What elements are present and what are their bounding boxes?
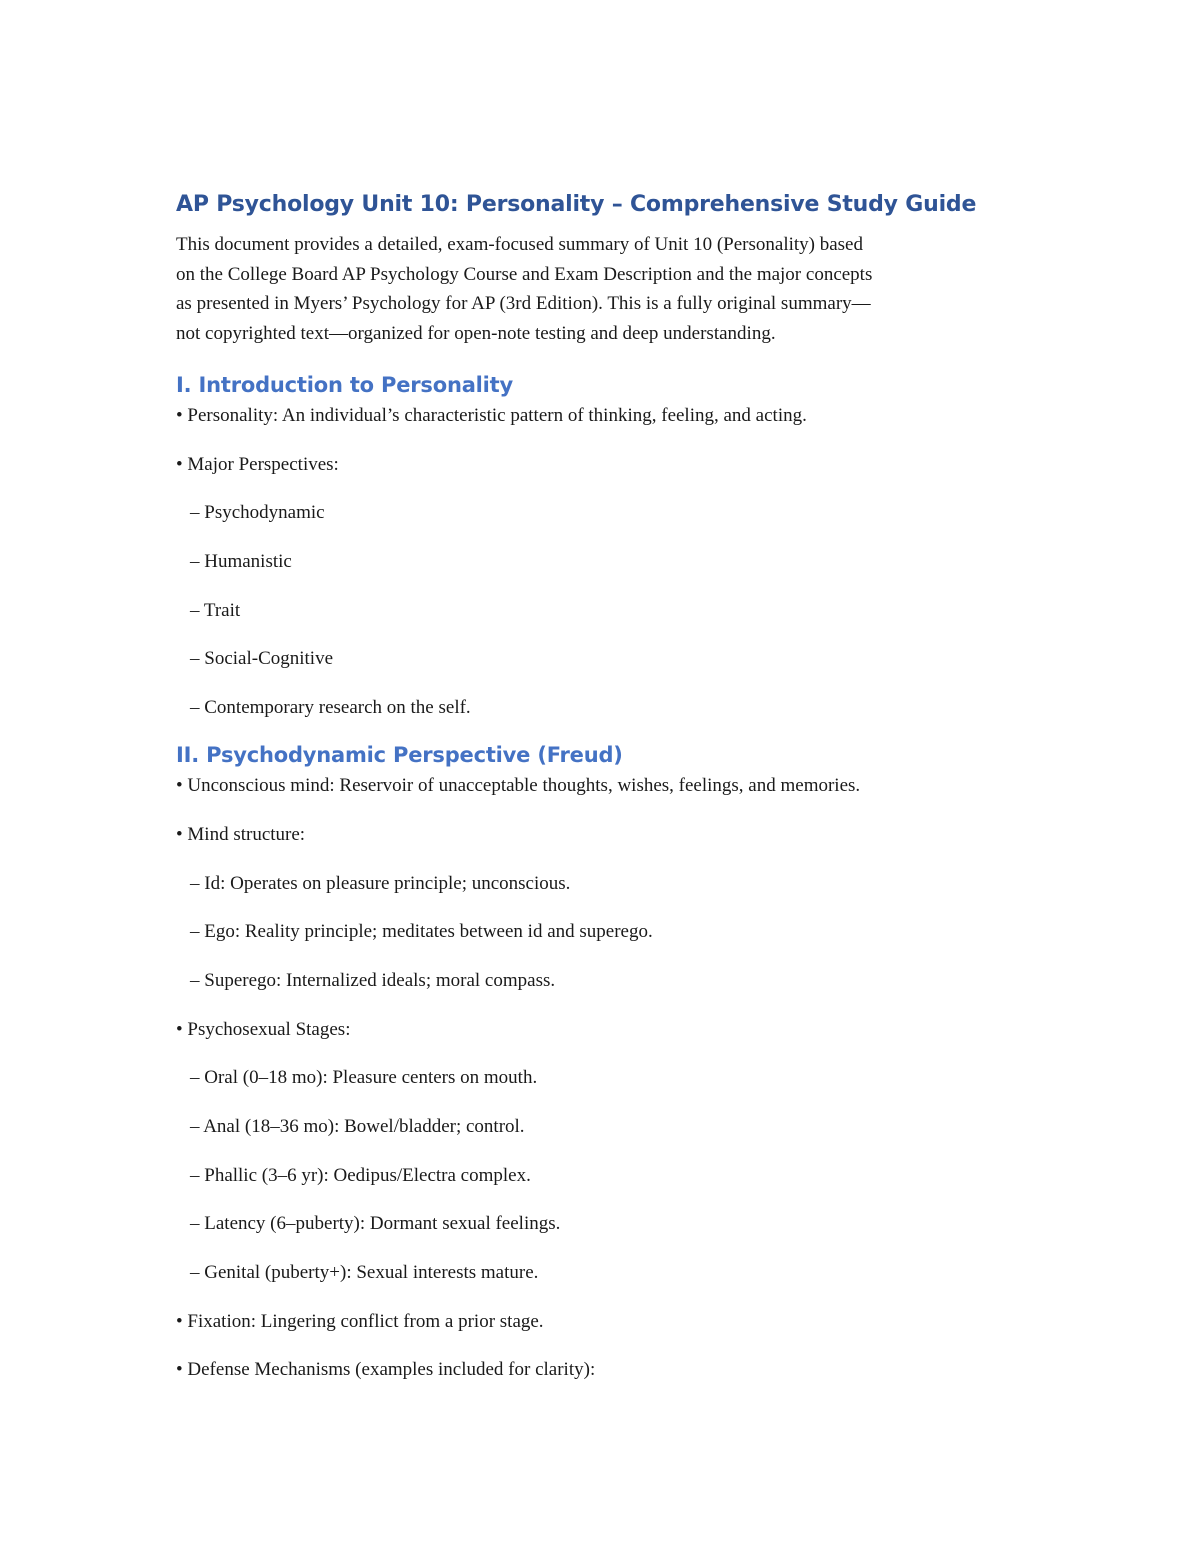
list-item-sub: – Trait — [190, 599, 241, 621]
list-item-sub: – Ego: Reality principle; meditates between id and superego. — [190, 921, 653, 943]
list-item-bullet: • Psychosexual Stages: — [176, 1018, 351, 1040]
list-item-sub: – Superego: Internalized ideals; moral compass. — [190, 969, 556, 991]
list-item-sub: – Phallic (3–6 yr): Oedipus/Electra complex. — [190, 1164, 531, 1186]
intro-line: on the College Board AP Psychology Course and Exam Description and the major concepts — [176, 263, 873, 285]
section-heading-psychodynamic: II. Psychodynamic Perspective (Freud) — [176, 743, 623, 768]
intro-line: not copyrighted text—organized for open-note testing and deep understanding. — [176, 322, 776, 344]
document-content — [176, 190, 1036, 1407]
list-item-bullet: • Unconscious mind: Reservoir of unacceptable thoughts, wishes, feelings, and memories. — [176, 775, 861, 797]
list-item-sub: – Psychodynamic — [190, 502, 325, 524]
list-item-sub: – Genital (puberty+): Sexual interests mature. — [190, 1262, 539, 1283]
list-item-bullet: • Personality: An individual’s characteristic pattern of thinking, feeling, and acting. — [176, 405, 807, 426]
list-item-sub: – Humanistic — [190, 551, 292, 573]
intro-paragraph — [176, 230, 1006, 348]
list-item-sub: – Contemporary research on the self. — [190, 697, 471, 719]
document-title: AP Psychology Unit 10: Personality – Comprehensive Study Guide — [176, 192, 977, 217]
list-item-bullet: • Mind structure: — [176, 823, 306, 845]
list-item-bullet: • Major Perspectives: — [176, 453, 339, 475]
list-item-sub: – Id: Operates on pleasure principle; unconscious. — [190, 872, 571, 894]
list-item-sub: – Social-Cognitive — [190, 648, 334, 670]
intro-line: as presented in Myers’ Psychology for AP (3rd Edition). This is a fully original summary— — [176, 293, 871, 314]
section-heading-introduction: I. Introduction to Personality — [176, 373, 513, 397]
list-item-sub: – Anal (18–36 mo): Bowel/bladder; control. — [190, 1115, 525, 1137]
list-item-sub: – Latency (6–puberty): Dormant sexual feelings. — [190, 1213, 561, 1235]
list-item-bullet: • Defense Mechanisms (examples included for clarity): — [176, 1359, 596, 1381]
list-item-sub: – Oral (0–18 mo): Pleasure centers on mouth. — [190, 1067, 538, 1089]
list-item-bullet: • Fixation: Lingering conflict from a prior stage. — [176, 1310, 544, 1332]
intro-line: This document provides a detailed, exam-focused summary of Unit 10 (Personality) based — [176, 234, 863, 255]
